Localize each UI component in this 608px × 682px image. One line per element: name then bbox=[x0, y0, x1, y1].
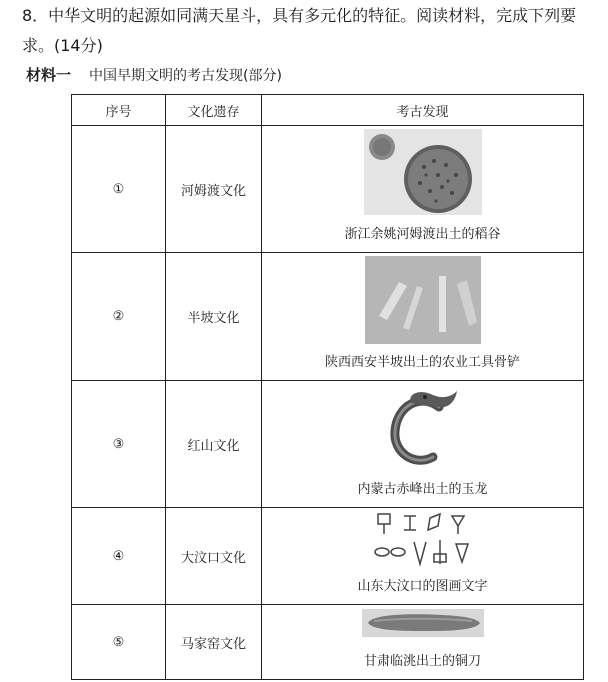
bronze-knife-photo bbox=[362, 609, 484, 637]
material-title: 中国早期文明的考古发现(部分) bbox=[89, 68, 282, 84]
row-culture: 河姆渡文化 bbox=[166, 126, 262, 253]
row-number: ④ bbox=[72, 508, 166, 605]
question-text-line2: 求。(14分) bbox=[22, 36, 103, 55]
row-culture: 半坡文化 bbox=[166, 253, 262, 381]
row-number: ③ bbox=[72, 381, 166, 508]
table-row bbox=[72, 381, 584, 508]
material-label: 材料一 bbox=[26, 66, 72, 84]
row-finding bbox=[262, 253, 584, 381]
pictograph-characters bbox=[368, 510, 478, 568]
row-number: ⑤ bbox=[72, 605, 166, 680]
question-text-line1: 8．中华文明的起源如同满天星斗，具有多元化的特征。阅读材料，完成下列要 bbox=[22, 6, 577, 25]
findings-table bbox=[71, 94, 584, 680]
finding-caption: 甘肃临洮出土的铜刀 bbox=[363, 654, 481, 669]
row-culture: 大汶口文化 bbox=[166, 508, 262, 605]
header-finding: 考古发现 bbox=[262, 95, 584, 126]
row-number: ① bbox=[72, 126, 166, 253]
jade-dragon-photo bbox=[381, 387, 465, 473]
row-culture: 红山文化 bbox=[166, 381, 262, 508]
row-finding bbox=[262, 126, 584, 253]
row-culture: 马家窑文化 bbox=[166, 605, 262, 680]
bone-shovel-photo bbox=[365, 256, 481, 344]
row-finding bbox=[262, 381, 584, 508]
table-row bbox=[72, 253, 584, 381]
table-row bbox=[72, 508, 584, 605]
finding-caption: 山东大汶口的图画文字 bbox=[357, 579, 488, 594]
row-finding bbox=[262, 605, 584, 680]
finding-caption: 内蒙古赤峰出土的玉龙 bbox=[357, 482, 488, 497]
row-number: ② bbox=[72, 253, 166, 381]
header-number: 序号 bbox=[72, 95, 166, 126]
rice-grains-photo bbox=[364, 129, 482, 215]
finding-caption: 陕西西安半坡出土的农业工具骨铲 bbox=[324, 355, 520, 370]
table-row bbox=[72, 605, 584, 680]
header-culture: 文化遗存 bbox=[166, 95, 262, 126]
finding-caption: 浙江余姚河姆渡出土的稻谷 bbox=[344, 227, 501, 242]
table-header-row bbox=[72, 95, 584, 126]
row-finding bbox=[262, 508, 584, 605]
material-heading bbox=[26, 64, 282, 85]
table-row bbox=[72, 126, 584, 253]
